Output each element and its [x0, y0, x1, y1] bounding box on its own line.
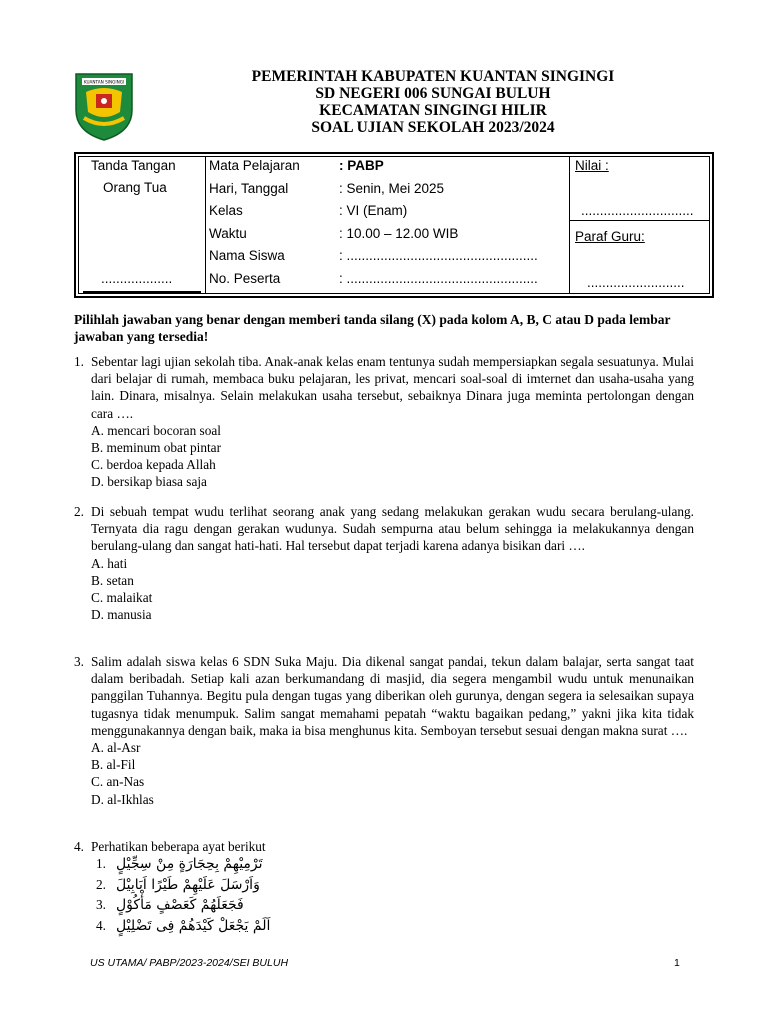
verse-text: وَاَرْسَلَ عَلَيْهِمْ طَيْرًا اَبَابِيْلَ	[116, 876, 260, 893]
class-value: : VI (Enam)	[339, 203, 408, 218]
parent-signature-label-1: Tanda Tangan	[91, 158, 176, 173]
verse-item	[96, 916, 336, 937]
page-number: 1	[674, 957, 680, 969]
student-name-label: Nama Siswa	[209, 248, 285, 263]
option-d: D. manusia	[91, 607, 152, 623]
teacher-initial-field[interactable]: ..........................	[587, 275, 685, 290]
option-d: D. al-Ikhlas	[91, 791, 154, 807]
verse-item	[96, 854, 336, 875]
question-number: 3.	[74, 654, 84, 669]
option-c: C. an-Nas	[91, 774, 145, 790]
verse-number: 2.	[96, 876, 106, 892]
header-line-1: PEMERINTAH KABUPATEN KUANTAN SINGINGI	[251, 68, 615, 85]
question-number: 2.	[74, 504, 84, 519]
verse-text: تَرْمِيْهِمْ بِحِجَارَةٍ مِنْ سِجِّيْلٍ	[116, 856, 263, 872]
teacher-initial-label: Paraf Guru:	[575, 229, 645, 244]
question-text: Di sebuah tempat wudu terlihat seorang anak yang sedang melakukan gerakan wudu secara berulang-ulang. Ternyata dia ragu dengan gerakan wudunya. Sudah sempurna atau belum sehingga ia melakukannya dengan berulang-ulang dan sangat hati-hati. Hal tersebut dapat terjadi karena adanya bisikan dari ….	[91, 504, 694, 554]
page-footer: US UTAMA/ PABP/2023-2024/SEI BULUH	[90, 957, 289, 969]
option-b: B. setan	[91, 572, 134, 588]
parent-signature-line: ...................	[101, 271, 173, 286]
verse-number: 3.	[96, 897, 106, 912]
option-d: D. bersikap biasa saja	[91, 474, 207, 490]
option-b: B. meminum obat pintar	[91, 440, 221, 456]
question-text: Sebentar lagi ujian sekolah tiba. Anak-anak kelas enam tentunya sudah mempersiapkan segala sesuatunya. Mulai dari belajar di rumah, membaca buku pelajaran, les privat, mencari soal-soal di imternet dan usaha-usaha yang lain. Dinara, misalnya. Selain melakukan usaha tersebut, sebaiknya Dinara juga meminta pertolongan dengan cara ….	[91, 354, 694, 421]
question-2	[74, 503, 694, 623]
subject-value: : PABP	[339, 158, 384, 173]
verse-item	[96, 895, 336, 916]
option-c: C. berdoa kepada Allah	[91, 457, 216, 473]
option-c: C. malaikat	[91, 590, 153, 606]
time-label: Waktu	[209, 225, 247, 241]
question-number: 1.	[74, 354, 84, 369]
quran-verse-list	[96, 854, 336, 936]
verse-text: فَجَعَلَهُمْ كَعَصْفٍ مَأْكُوْلٍ	[116, 897, 244, 913]
header-line-3: KECAMATAN SINGINGI HILIR	[319, 102, 547, 119]
option-b: B. al-Fil	[91, 757, 136, 773]
class-label: Kelas	[209, 203, 243, 218]
option-a: A. mencari bocoran soal	[91, 422, 221, 438]
score-field[interactable]: ..............................	[581, 203, 694, 218]
time-value: : 10.00 – 12.00 WIB	[339, 225, 459, 241]
question-text: Perhatikan beberapa ayat berikut	[91, 839, 266, 854]
question-number: 4.	[74, 839, 84, 854]
question-1	[74, 353, 694, 491]
question-text: Salim adalah siswa kelas 6 SDN Suka Maju. Dia dikenal sangat pandai, tekun dalam balajar, serta sangat taat dalam beribadah. Setiap kali azan berkumandang di masjid, dia segera mengambil wudu untuk menunaikan panggilan Tuhannya. Begitu pula dengan tugas yang diberikan oleh gurunya, dengan segera ia selesaikan supaya tugasnya tidak menumpuk. Salim sangat memahami pepatah “waktu bagaikan pedang,” yakni jika kita tidak menggunakannya dengan baik, maka ia bisa menghunus kita. Semboyan tersebut sesuai dengan makna surat ….	[91, 654, 694, 738]
option-a: A. hati	[91, 555, 128, 571]
question-4	[74, 838, 694, 855]
student-info-table	[74, 152, 714, 298]
date-label: Hari, Tanggal	[209, 180, 289, 196]
subject-label: Mata Pelajaran	[209, 158, 300, 173]
option-a: A. al-Asr	[91, 740, 141, 756]
verse-number: 4.	[96, 917, 106, 933]
participant-number-label: No. Peserta	[209, 270, 281, 286]
exam-instruction: Pilihlah jawaban yang benar dengan memberi tanda silang (X) pada kolom A, B, C atau D pada lembar jawaban yang tersedia!	[74, 312, 671, 344]
question-3	[74, 653, 694, 808]
score-label: Nilai :	[575, 158, 609, 173]
parent-signature-label-2: Orang Tua	[103, 180, 167, 195]
student-name-field[interactable]: : ...................................................	[339, 248, 538, 263]
school-logo	[72, 70, 136, 142]
verse-number: 1.	[96, 856, 106, 871]
verse-text: اَلَمْ يَجْعَلْ كَيْدَهُمْ فِى تَضْلِيْلٍ	[116, 917, 271, 934]
header-line-2: SD NEGERI 006 SUNGAI BULUH	[315, 85, 551, 102]
school-header	[190, 68, 676, 136]
header-line-4: SOAL UJIAN SEKOLAH 2023/2024	[311, 119, 555, 136]
participant-number-field[interactable]: : ...................................................	[339, 270, 538, 286]
logo-text: KUANTAN SINGINGI	[83, 79, 125, 85]
date-value: : Senin, Mei 2025	[339, 180, 445, 196]
verse-item	[96, 875, 336, 896]
